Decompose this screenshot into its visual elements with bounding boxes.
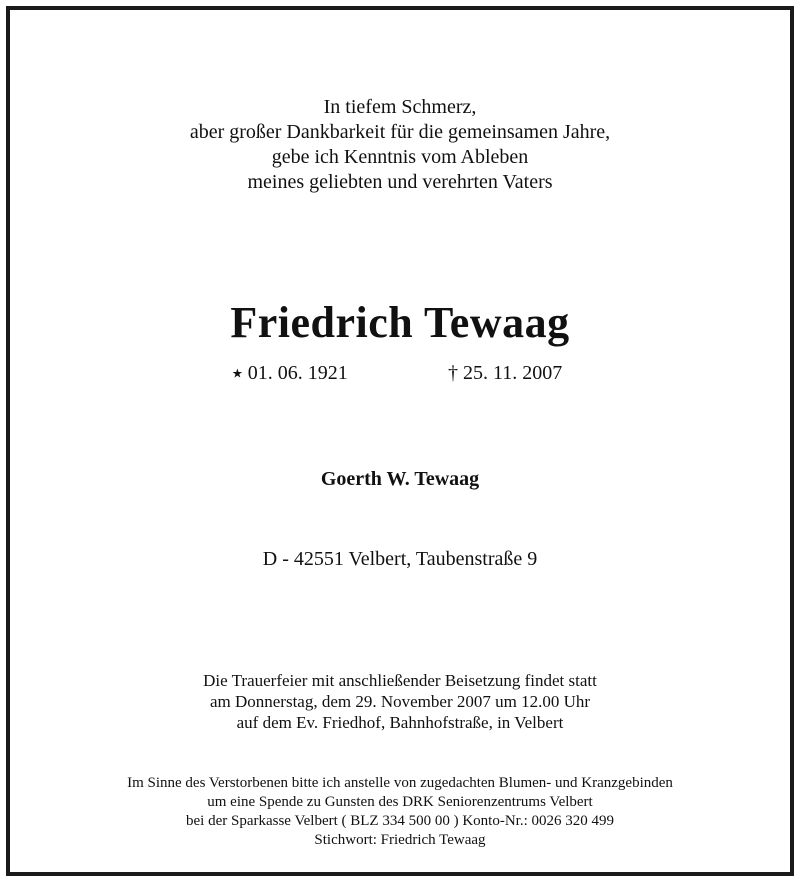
donation-line: Im Sinne des Verstorbenen bitte ich anstelle von zugedachten Blumen- und Kranzgebinden [127,775,673,791]
ceremony-line: am Donnerstag, dem 29. November 2007 um 12.00 Uhr [209,692,591,711]
donation-note [10,774,790,850]
ceremony-line: auf dem Ev. Friedhof, Bahnhofstraße, in Velbert [236,713,564,732]
obituary-notice [6,6,794,876]
intro-line: In tiefem Schmerz, [323,96,477,118]
donation-line: um eine Spende zu Gunsten des DRK Seniorenzentrums Velbert [207,794,593,810]
mourner-name: Goerth W. Tewaag [320,468,480,490]
ceremony-details [10,670,790,733]
mourner-address: D - 42551 Velbert, Taubenstraße 9 [262,548,538,570]
donation-line: Stichwort: Friedrich Tewaag [314,832,486,848]
intro-line: meines geliebten und verehrten Vaters [247,171,553,193]
ceremony-line: Die Trauerfeier mit anschließender Beisetzung findet statt [203,671,597,690]
intro-line: aber großer Dankbarkeit für die gemeinsamen Jahre, [189,121,611,143]
intro-text [10,95,790,195]
death-date: † 25. 11. 2007 [448,362,563,384]
intro-line: gebe ich Kenntnis vom Ableben [271,146,529,168]
deceased-name: Friedrich Tewaag [230,298,570,347]
birth-date: ⭑ 01. 06. 1921 [232,362,348,384]
donation-line: bei der Sparkasse Velbert ( BLZ 334 500 00 ) Konto-Nr.: 0026 320 499 [186,813,614,829]
